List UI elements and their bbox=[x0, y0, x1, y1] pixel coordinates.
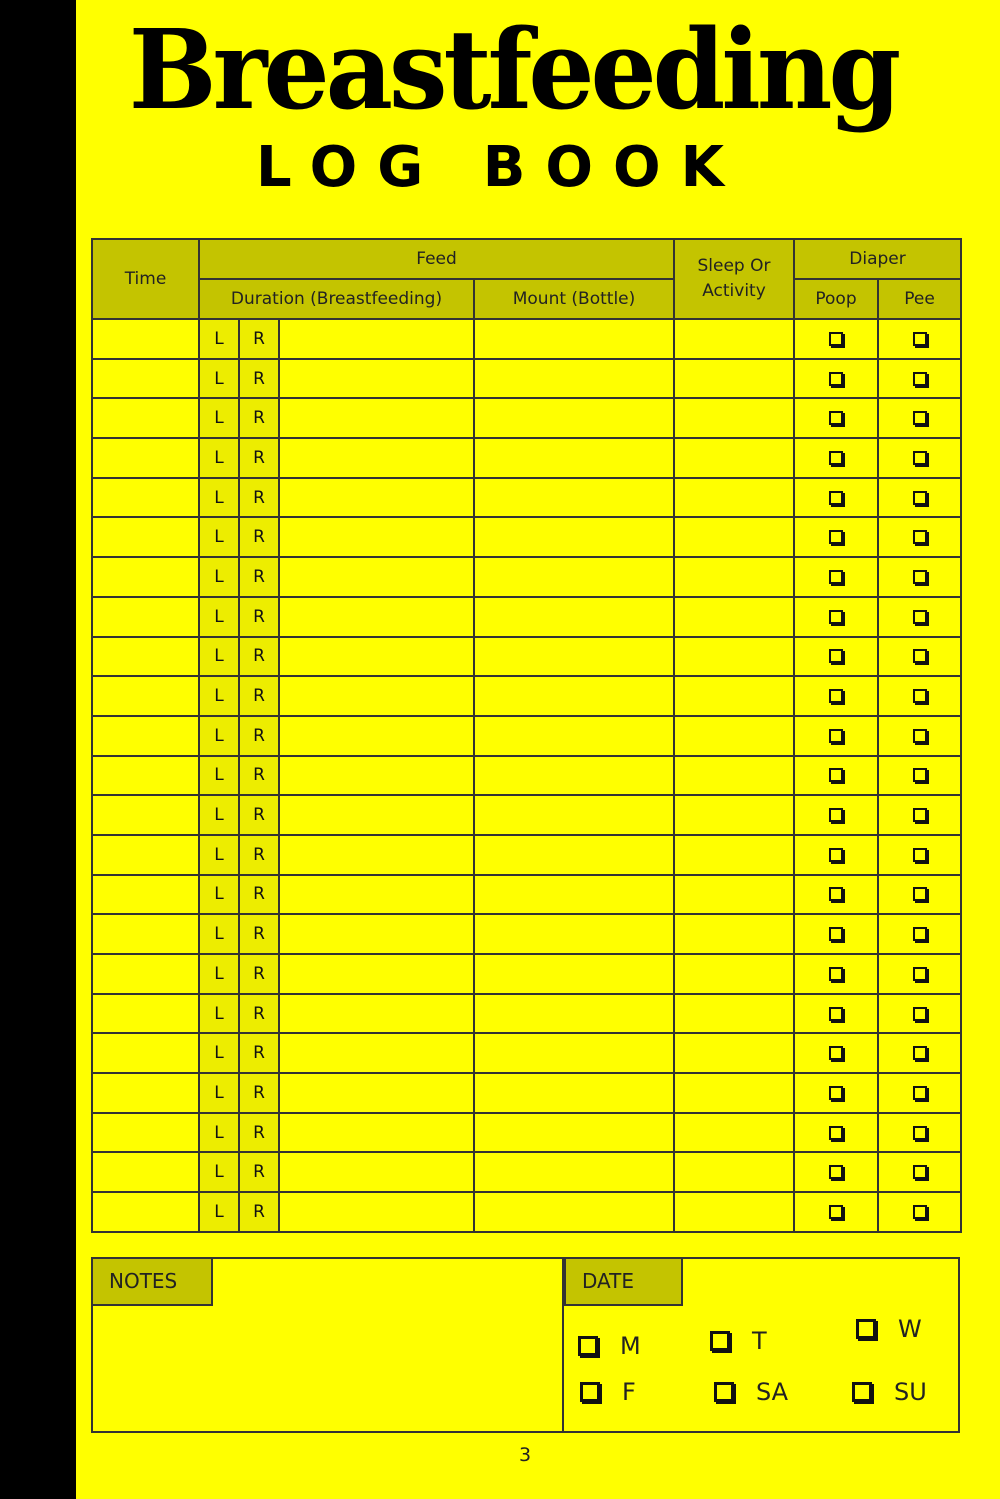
checkbox-icon bbox=[913, 1046, 927, 1060]
right-breast-marker: R bbox=[239, 359, 279, 399]
left-breast-marker: L bbox=[199, 438, 239, 478]
table-row bbox=[92, 319, 961, 359]
pee-checkbox-cell[interactable] bbox=[878, 597, 961, 637]
checkbox-icon bbox=[829, 332, 843, 346]
left-breast-marker: L bbox=[199, 875, 239, 915]
time-cell[interactable] bbox=[92, 914, 199, 954]
checkbox-icon bbox=[913, 927, 927, 941]
pee-checkbox-cell[interactable] bbox=[878, 716, 961, 756]
header-poop: Poop bbox=[794, 279, 878, 319]
sleep-activity-cell[interactable] bbox=[674, 517, 794, 557]
pee-checkbox-cell[interactable] bbox=[878, 954, 961, 994]
sleep-activity-cell[interactable] bbox=[674, 478, 794, 518]
right-breast-marker: R bbox=[239, 716, 279, 756]
pee-checkbox-cell[interactable] bbox=[878, 994, 961, 1034]
page-number: 3 bbox=[518, 1444, 532, 1466]
right-breast-marker: R bbox=[239, 557, 279, 597]
sleep-activity-cell[interactable] bbox=[674, 914, 794, 954]
sleep-activity-cell[interactable] bbox=[674, 954, 794, 994]
sleep-activity-cell[interactable] bbox=[674, 1113, 794, 1153]
day-label: SA bbox=[756, 1378, 789, 1406]
left-breast-marker: L bbox=[199, 359, 239, 399]
table-row bbox=[92, 954, 961, 994]
pee-checkbox-cell[interactable] bbox=[878, 875, 961, 915]
pee-checkbox-cell[interactable] bbox=[878, 478, 961, 518]
left-breast-marker: L bbox=[199, 319, 239, 359]
duration-cell[interactable] bbox=[279, 676, 474, 716]
pee-checkbox-cell[interactable] bbox=[878, 517, 961, 557]
left-breast-marker: L bbox=[199, 676, 239, 716]
mount-cell[interactable] bbox=[474, 954, 674, 994]
checkbox-icon bbox=[829, 768, 843, 782]
pee-checkbox-cell[interactable] bbox=[878, 637, 961, 677]
poop-checkbox-cell[interactable] bbox=[794, 1192, 878, 1232]
checkbox-icon bbox=[913, 768, 927, 782]
time-cell[interactable] bbox=[92, 835, 199, 875]
right-breast-marker: R bbox=[239, 954, 279, 994]
mount-cell[interactable] bbox=[474, 914, 674, 954]
mount-cell[interactable] bbox=[474, 319, 674, 359]
poop-checkbox-cell[interactable] bbox=[794, 359, 878, 399]
poop-checkbox-cell[interactable] bbox=[794, 795, 878, 835]
left-breast-marker: L bbox=[199, 1192, 239, 1232]
table-row bbox=[92, 676, 961, 716]
duration-cell[interactable] bbox=[279, 1033, 474, 1073]
checkbox-icon bbox=[829, 451, 843, 465]
duration-cell[interactable] bbox=[279, 716, 474, 756]
checkbox-icon bbox=[913, 887, 927, 901]
time-cell[interactable] bbox=[92, 676, 199, 716]
duration-cell[interactable] bbox=[279, 319, 474, 359]
poop-checkbox-cell[interactable] bbox=[794, 478, 878, 518]
pee-checkbox-cell[interactable] bbox=[878, 398, 961, 438]
checkbox-icon bbox=[913, 411, 927, 425]
duration-cell[interactable] bbox=[279, 557, 474, 597]
pee-checkbox-cell[interactable] bbox=[878, 676, 961, 716]
pee-checkbox-cell[interactable] bbox=[878, 1033, 961, 1073]
checkbox-icon bbox=[913, 808, 927, 822]
checkbox-icon bbox=[913, 848, 927, 862]
duration-cell[interactable] bbox=[279, 1152, 474, 1192]
sleep-activity-cell[interactable] bbox=[674, 557, 794, 597]
table-row bbox=[92, 1152, 961, 1192]
right-breast-marker: R bbox=[239, 875, 279, 915]
poop-checkbox-cell[interactable] bbox=[794, 875, 878, 915]
left-breast-marker: L bbox=[199, 1073, 239, 1113]
day-label: T bbox=[752, 1327, 767, 1355]
notes-box[interactable] bbox=[91, 1257, 564, 1433]
right-breast-marker: R bbox=[239, 637, 279, 677]
sleep-activity-cell[interactable] bbox=[674, 835, 794, 875]
checkbox-icon bbox=[829, 1046, 843, 1060]
duration-cell[interactable] bbox=[279, 1073, 474, 1113]
right-breast-marker: R bbox=[239, 1152, 279, 1192]
checkbox-icon bbox=[829, 1007, 843, 1021]
log-rows bbox=[92, 319, 961, 1232]
duration-cell[interactable] bbox=[279, 994, 474, 1034]
pee-checkbox-cell[interactable] bbox=[878, 1073, 961, 1113]
page-title: Breastfeeding bbox=[128, 4, 898, 135]
checkbox-icon bbox=[913, 610, 927, 624]
left-breast-marker: L bbox=[199, 398, 239, 438]
checkbox-icon bbox=[829, 1165, 843, 1179]
time-cell[interactable] bbox=[92, 795, 199, 835]
right-breast-marker: R bbox=[239, 994, 279, 1034]
right-breast-marker: R bbox=[239, 1192, 279, 1232]
checkbox-icon bbox=[829, 491, 843, 505]
checkbox-icon bbox=[829, 610, 843, 624]
poop-checkbox-cell[interactable] bbox=[794, 597, 878, 637]
checkbox-icon bbox=[913, 1205, 927, 1219]
mount-cell[interactable] bbox=[474, 875, 674, 915]
mount-cell[interactable] bbox=[474, 1073, 674, 1113]
checkbox-icon bbox=[913, 1165, 927, 1179]
duration-cell[interactable] bbox=[279, 954, 474, 994]
page-subtitle: LOG BOOK bbox=[255, 135, 745, 200]
left-breast-marker: L bbox=[199, 557, 239, 597]
right-breast-marker: R bbox=[239, 676, 279, 716]
mount-cell[interactable] bbox=[474, 1113, 674, 1153]
duration-cell[interactable] bbox=[279, 478, 474, 518]
checkbox-icon bbox=[829, 808, 843, 822]
poop-checkbox-cell[interactable] bbox=[794, 716, 878, 756]
duration-cell[interactable] bbox=[279, 438, 474, 478]
time-cell[interactable] bbox=[92, 478, 199, 518]
poop-checkbox-cell[interactable] bbox=[794, 994, 878, 1034]
time-cell[interactable] bbox=[92, 398, 199, 438]
time-cell[interactable] bbox=[92, 875, 199, 915]
table-row bbox=[92, 994, 961, 1034]
duration-cell[interactable] bbox=[279, 795, 474, 835]
mount-cell[interactable] bbox=[474, 1192, 674, 1232]
left-breast-marker: L bbox=[199, 716, 239, 756]
left-breast-marker: L bbox=[199, 954, 239, 994]
checkbox-icon bbox=[829, 649, 843, 663]
poop-checkbox-cell[interactable] bbox=[794, 319, 878, 359]
sleep-activity-cell[interactable] bbox=[674, 1192, 794, 1232]
time-cell[interactable] bbox=[92, 1152, 199, 1192]
checkbox-icon bbox=[829, 570, 843, 584]
duration-cell[interactable] bbox=[279, 398, 474, 438]
sleep-activity-cell[interactable] bbox=[674, 398, 794, 438]
checkbox-icon bbox=[829, 848, 843, 862]
table-row bbox=[92, 1073, 961, 1113]
checkbox-icon bbox=[829, 372, 843, 386]
time-cell[interactable] bbox=[92, 756, 199, 796]
checkbox-icon bbox=[829, 1126, 843, 1140]
checkbox-icon bbox=[829, 927, 843, 941]
checkbox-icon bbox=[913, 570, 927, 584]
time-cell[interactable] bbox=[92, 1073, 199, 1113]
left-breast-marker: L bbox=[199, 835, 239, 875]
day-checkbox-w[interactable] bbox=[856, 1315, 922, 1343]
checkbox-icon bbox=[913, 491, 927, 505]
sleep-activity-cell[interactable] bbox=[674, 795, 794, 835]
checkbox-icon bbox=[710, 1331, 730, 1351]
left-breast-marker: L bbox=[199, 478, 239, 518]
right-breast-marker: R bbox=[239, 478, 279, 518]
time-cell[interactable] bbox=[92, 557, 199, 597]
pee-checkbox-cell[interactable] bbox=[878, 835, 961, 875]
duration-cell[interactable] bbox=[279, 835, 474, 875]
day-label: W bbox=[898, 1315, 922, 1343]
left-breast-marker: L bbox=[199, 1033, 239, 1073]
left-breast-marker: L bbox=[199, 597, 239, 637]
table-row bbox=[92, 597, 961, 637]
pee-checkbox-cell[interactable] bbox=[878, 359, 961, 399]
duration-cell[interactable] bbox=[279, 359, 474, 399]
header-feed: Feed bbox=[199, 239, 674, 279]
checkbox-icon bbox=[829, 967, 843, 981]
sleep-activity-cell[interactable] bbox=[674, 756, 794, 796]
feeding-log-table bbox=[91, 238, 962, 1233]
checkbox-icon bbox=[856, 1319, 876, 1339]
mount-cell[interactable] bbox=[474, 517, 674, 557]
checkbox-icon bbox=[829, 411, 843, 425]
mount-cell[interactable] bbox=[474, 676, 674, 716]
sleep-activity-cell[interactable] bbox=[674, 994, 794, 1034]
time-cell[interactable] bbox=[92, 438, 199, 478]
right-breast-marker: R bbox=[239, 517, 279, 557]
time-cell[interactable] bbox=[92, 359, 199, 399]
duration-cell[interactable] bbox=[279, 875, 474, 915]
left-breast-marker: L bbox=[199, 914, 239, 954]
checkbox-icon bbox=[829, 1205, 843, 1219]
mount-cell[interactable] bbox=[474, 359, 674, 399]
table-row bbox=[92, 517, 961, 557]
pee-checkbox-cell[interactable] bbox=[878, 914, 961, 954]
left-breast-marker: L bbox=[199, 756, 239, 796]
right-breast-marker: R bbox=[239, 438, 279, 478]
table-row bbox=[92, 835, 961, 875]
time-cell[interactable] bbox=[92, 1033, 199, 1073]
table-row bbox=[92, 438, 961, 478]
table-row bbox=[92, 795, 961, 835]
checkbox-icon bbox=[913, 1007, 927, 1021]
poop-checkbox-cell[interactable] bbox=[794, 835, 878, 875]
sleep-activity-cell[interactable] bbox=[674, 359, 794, 399]
left-breast-marker: L bbox=[199, 795, 239, 835]
poop-checkbox-cell[interactable] bbox=[794, 517, 878, 557]
checkbox-icon bbox=[829, 729, 843, 743]
duration-cell[interactable] bbox=[279, 1113, 474, 1153]
sleep-activity-cell[interactable] bbox=[674, 676, 794, 716]
pee-checkbox-cell[interactable] bbox=[878, 319, 961, 359]
time-cell[interactable] bbox=[92, 994, 199, 1034]
duration-cell[interactable] bbox=[279, 1192, 474, 1232]
date-box bbox=[564, 1257, 960, 1433]
checkbox-icon bbox=[913, 1086, 927, 1100]
pee-checkbox-cell[interactable] bbox=[878, 557, 961, 597]
mount-cell[interactable] bbox=[474, 557, 674, 597]
right-breast-marker: R bbox=[239, 597, 279, 637]
mount-cell[interactable] bbox=[474, 398, 674, 438]
left-breast-marker: L bbox=[199, 1113, 239, 1153]
date-label: DATE bbox=[564, 1259, 683, 1306]
duration-cell[interactable] bbox=[279, 517, 474, 557]
left-breast-marker: L bbox=[199, 1152, 239, 1192]
poop-checkbox-cell[interactable] bbox=[794, 398, 878, 438]
table-row bbox=[92, 914, 961, 954]
duration-cell[interactable] bbox=[279, 914, 474, 954]
left-breast-marker: L bbox=[199, 994, 239, 1034]
mount-cell[interactable] bbox=[474, 438, 674, 478]
pee-checkbox-cell[interactable] bbox=[878, 1152, 961, 1192]
header-pee: Pee bbox=[878, 279, 961, 319]
header-time: Time bbox=[92, 239, 199, 319]
table-row bbox=[92, 398, 961, 438]
day-checkbox-sa[interactable] bbox=[714, 1378, 788, 1406]
day-label: F bbox=[622, 1378, 636, 1406]
poop-checkbox-cell[interactable] bbox=[794, 557, 878, 597]
right-breast-marker: R bbox=[239, 914, 279, 954]
mount-cell[interactable] bbox=[474, 597, 674, 637]
left-breast-marker: L bbox=[199, 517, 239, 557]
poop-checkbox-cell[interactable] bbox=[794, 1073, 878, 1113]
checkbox-icon bbox=[829, 689, 843, 703]
checkbox-icon bbox=[913, 372, 927, 386]
table-row bbox=[92, 637, 961, 677]
checkbox-icon bbox=[913, 689, 927, 703]
right-breast-marker: R bbox=[239, 398, 279, 438]
poop-checkbox-cell[interactable] bbox=[794, 1113, 878, 1153]
right-breast-marker: R bbox=[239, 1073, 279, 1113]
checkbox-icon bbox=[829, 530, 843, 544]
right-breast-marker: R bbox=[239, 1033, 279, 1073]
checkbox-icon bbox=[913, 451, 927, 465]
day-label: M bbox=[620, 1332, 641, 1360]
pee-checkbox-cell[interactable] bbox=[878, 795, 961, 835]
day-label: SU bbox=[894, 1378, 927, 1406]
header-duration: Duration (Breastfeeding) bbox=[199, 279, 474, 319]
header-mount: Mount (Bottle) bbox=[474, 279, 674, 319]
table-row bbox=[92, 1033, 961, 1073]
sleep-activity-cell[interactable] bbox=[674, 1033, 794, 1073]
mount-cell[interactable] bbox=[474, 835, 674, 875]
right-breast-marker: R bbox=[239, 835, 279, 875]
poop-checkbox-cell[interactable] bbox=[794, 1033, 878, 1073]
mount-cell[interactable] bbox=[474, 1152, 674, 1192]
table-row bbox=[92, 875, 961, 915]
book-spine bbox=[0, 0, 76, 1499]
right-breast-marker: R bbox=[239, 795, 279, 835]
right-breast-marker: R bbox=[239, 756, 279, 796]
time-cell[interactable] bbox=[92, 517, 199, 557]
right-breast-marker: R bbox=[239, 1113, 279, 1153]
table-row bbox=[92, 359, 961, 399]
header-diaper: Diaper bbox=[794, 239, 961, 279]
checkbox-icon bbox=[913, 729, 927, 743]
header-sleep-activity: Sleep Or Activity bbox=[674, 239, 794, 319]
time-cell[interactable] bbox=[92, 1113, 199, 1153]
table-row bbox=[92, 1192, 961, 1232]
poop-checkbox-cell[interactable] bbox=[794, 438, 878, 478]
checkbox-icon bbox=[829, 887, 843, 901]
day-checkbox-m[interactable] bbox=[578, 1332, 641, 1360]
sleep-activity-cell[interactable] bbox=[674, 637, 794, 677]
day-checkbox-f[interactable] bbox=[580, 1378, 636, 1406]
time-cell[interactable] bbox=[92, 597, 199, 637]
time-cell[interactable] bbox=[92, 637, 199, 677]
table-row bbox=[92, 756, 961, 796]
sleep-activity-cell[interactable] bbox=[674, 1073, 794, 1113]
time-cell[interactable] bbox=[92, 716, 199, 756]
poop-checkbox-cell[interactable] bbox=[794, 954, 878, 994]
table-row bbox=[92, 478, 961, 518]
checkbox-icon bbox=[714, 1382, 734, 1402]
checkbox-icon bbox=[852, 1382, 872, 1402]
mount-cell[interactable] bbox=[474, 637, 674, 677]
checkbox-icon bbox=[580, 1382, 600, 1402]
duration-cell[interactable] bbox=[279, 637, 474, 677]
day-checkbox-su[interactable] bbox=[852, 1378, 927, 1406]
checkbox-icon bbox=[913, 649, 927, 663]
table-row bbox=[92, 716, 961, 756]
pee-checkbox-cell[interactable] bbox=[878, 438, 961, 478]
mount-cell[interactable] bbox=[474, 1033, 674, 1073]
pee-checkbox-cell[interactable] bbox=[878, 1113, 961, 1153]
sleep-activity-cell[interactable] bbox=[674, 716, 794, 756]
poop-checkbox-cell[interactable] bbox=[794, 1152, 878, 1192]
time-cell[interactable] bbox=[92, 954, 199, 994]
pee-checkbox-cell[interactable] bbox=[878, 1192, 961, 1232]
checkbox-icon bbox=[578, 1336, 598, 1356]
mount-cell[interactable] bbox=[474, 756, 674, 796]
duration-cell[interactable] bbox=[279, 756, 474, 796]
table-row bbox=[92, 557, 961, 597]
duration-cell[interactable] bbox=[279, 597, 474, 637]
checkbox-icon bbox=[913, 332, 927, 346]
checkbox-icon bbox=[829, 1086, 843, 1100]
right-breast-marker: R bbox=[239, 319, 279, 359]
sleep-activity-cell[interactable] bbox=[674, 875, 794, 915]
poop-checkbox-cell[interactable] bbox=[794, 637, 878, 677]
poop-checkbox-cell[interactable] bbox=[794, 676, 878, 716]
left-breast-marker: L bbox=[199, 637, 239, 677]
sleep-activity-cell[interactable] bbox=[674, 597, 794, 637]
mount-cell[interactable] bbox=[474, 716, 674, 756]
mount-cell[interactable] bbox=[474, 478, 674, 518]
mount-cell[interactable] bbox=[474, 994, 674, 1034]
sleep-activity-cell[interactable] bbox=[674, 438, 794, 478]
time-cell[interactable] bbox=[92, 319, 199, 359]
day-checkbox-t[interactable] bbox=[710, 1327, 767, 1355]
sleep-activity-cell[interactable] bbox=[674, 319, 794, 359]
poop-checkbox-cell[interactable] bbox=[794, 756, 878, 796]
time-cell[interactable] bbox=[92, 1192, 199, 1232]
poop-checkbox-cell[interactable] bbox=[794, 914, 878, 954]
pee-checkbox-cell[interactable] bbox=[878, 756, 961, 796]
mount-cell[interactable] bbox=[474, 795, 674, 835]
sleep-activity-cell[interactable] bbox=[674, 1152, 794, 1192]
checkbox-icon bbox=[913, 530, 927, 544]
notes-label: NOTES bbox=[93, 1259, 213, 1306]
checkbox-icon bbox=[913, 1126, 927, 1140]
checkbox-icon bbox=[913, 967, 927, 981]
table-row bbox=[92, 1113, 961, 1153]
